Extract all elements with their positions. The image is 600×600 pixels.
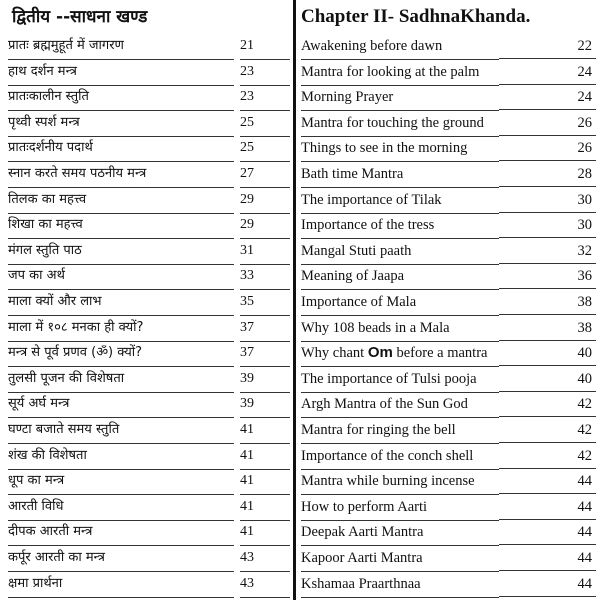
- left-toc-row: [0, 161, 293, 187]
- left-toc-page-number: 37: [240, 340, 290, 367]
- right-toc-row: [297, 59, 600, 85]
- right-toc-page-number: 44: [499, 519, 596, 545]
- toc-title-part: Why chant: [301, 345, 368, 362]
- right-toc-row: [297, 545, 600, 571]
- left-toc-row: [0, 59, 293, 85]
- left-toc-row: [0, 135, 293, 161]
- left-toc-title: दीपक आरती मन्त्र: [8, 519, 234, 546]
- right-toc-page-number: 36: [499, 263, 596, 289]
- right-toc-title: Why 108 beads in a Mala: [301, 315, 499, 342]
- right-toc-title: Things to see in the morning: [301, 135, 499, 162]
- right-toc-title: Awakening before dawn: [301, 33, 499, 60]
- right-toc-title: Mantra while burning incense: [301, 468, 499, 495]
- right-toc-title: Mangal Stuti paath: [301, 238, 499, 265]
- right-toc-title: Meaning of Jaapa: [301, 263, 499, 290]
- left-toc-title: माला क्यों और लाभ: [8, 289, 234, 316]
- left-toc-page-number: 21: [240, 33, 290, 60]
- left-toc-title: आरती विधि: [8, 494, 234, 521]
- left-toc-row: [0, 33, 293, 59]
- left-toc-title: जप का अर्थ: [8, 263, 234, 290]
- left-toc-row: [0, 340, 293, 366]
- right-toc-page-number: 42: [499, 391, 596, 417]
- right-toc-title: Kshamaa Praarthnaa: [301, 571, 499, 598]
- right-toc-page-number: 28: [499, 161, 596, 187]
- right-toc-page-number: 44: [499, 494, 596, 520]
- right-toc-title: Deepak Aarti Mantra: [301, 519, 499, 546]
- right-toc-title: Morning Prayer: [301, 84, 499, 111]
- left-toc-row: [0, 519, 293, 545]
- left-toc-title: तिलक का महत्त्व: [8, 187, 234, 214]
- right-toc-title: [301, 340, 499, 367]
- left-toc-row: [0, 545, 293, 571]
- right-toc-row: [297, 366, 600, 392]
- right-toc-title: Importance of the tress: [301, 212, 499, 239]
- right-toc-page-number: 44: [499, 468, 596, 494]
- left-toc-row: [0, 443, 293, 469]
- left-toc-page-number: 43: [240, 571, 290, 598]
- right-toc-title: Argh Mantra of the Sun God: [301, 391, 499, 418]
- right-toc-row: [297, 161, 600, 187]
- right-toc-page-number: 38: [499, 289, 596, 315]
- toc-title-part: before a mantra: [392, 345, 488, 362]
- right-toc-row: [297, 571, 600, 597]
- right-toc-row: [297, 494, 600, 520]
- left-toc-row: [0, 391, 293, 417]
- right-toc-row: [297, 263, 600, 289]
- left-toc-page-number: 29: [240, 212, 290, 239]
- left-toc-title: पृथ्वी स्पर्श मन्त्र: [8, 110, 234, 137]
- right-toc-page-number: 44: [499, 571, 596, 597]
- om-word: Om: [367, 344, 393, 362]
- right-toc-title: Mantra for looking at the palm: [301, 59, 499, 86]
- left-toc-row: [0, 238, 293, 264]
- left-toc-title: कर्पूर आरती का मन्त्र: [8, 545, 234, 572]
- right-toc-title: How to perform Aarti: [301, 494, 499, 521]
- right-toc-page-number: 24: [499, 59, 596, 85]
- right-toc-page-number: 44: [499, 545, 596, 571]
- left-toc-page-number: 23: [240, 59, 290, 86]
- left-toc-page-number: 25: [240, 135, 290, 162]
- right-toc-page-number: 32: [499, 238, 596, 264]
- left-toc-title: प्रातःदर्शनीय पदार्थ: [8, 135, 234, 162]
- left-toc-title: स्नान करते समय पठनीय मन्त्र: [8, 161, 234, 188]
- hindi-chapter-heading: द्वितीय --साधना खण्ड: [12, 7, 148, 27]
- left-toc-title: शिखा का महत्त्व: [8, 212, 234, 239]
- right-toc-page-number: 40: [499, 366, 596, 392]
- left-toc-page-number: 41: [240, 494, 290, 521]
- right-toc-page-number: 30: [499, 212, 596, 238]
- left-toc-title: मंगल स्तुति पाठ: [8, 238, 234, 265]
- left-toc-page-number: 35: [240, 289, 290, 316]
- left-toc-title: प्रातः ब्रह्ममुहूर्त में जागरण: [8, 33, 234, 60]
- english-contents-column: [297, 0, 600, 600]
- hindi-contents-column: [0, 0, 293, 600]
- left-toc-row: [0, 187, 293, 213]
- right-toc-page-number: 22: [499, 33, 596, 59]
- left-toc-row: [0, 110, 293, 136]
- left-toc-title: तुलसी पूजन की विशेषता: [8, 366, 234, 393]
- left-toc-row: [0, 315, 293, 341]
- left-toc-title: घण्टा बजाते समय स्तुति: [8, 417, 234, 444]
- right-toc-page-number: 42: [499, 443, 596, 469]
- left-toc-page-number: 43: [240, 545, 290, 572]
- left-toc-title: क्षमा प्रार्थना: [8, 571, 234, 598]
- right-toc-title: Importance of the conch shell: [301, 443, 499, 470]
- left-toc-row: [0, 263, 293, 289]
- right-toc-page-number: 42: [499, 417, 596, 443]
- left-toc-title: हाथ दर्शन मन्त्र: [8, 59, 234, 86]
- right-toc-row: [297, 84, 600, 110]
- right-toc-title: Mantra for ringing the bell: [301, 417, 499, 444]
- left-toc-row: [0, 468, 293, 494]
- left-toc-page-number: 29: [240, 187, 290, 214]
- right-toc-row: [297, 417, 600, 443]
- right-toc-row: [297, 33, 600, 59]
- right-toc-page-number: 26: [499, 135, 596, 161]
- right-toc-page-number: 24: [499, 84, 596, 110]
- left-toc-title: शंख की विशेषता: [8, 443, 234, 470]
- left-toc-row: [0, 289, 293, 315]
- english-chapter-heading: Chapter II- SadhnaKhanda.: [301, 6, 531, 27]
- right-toc-row: [297, 187, 600, 213]
- left-toc-page-number: 23: [240, 84, 290, 111]
- left-toc-title: मन्त्र से पूर्व प्रणव (ॐ) क्यों?: [8, 340, 234, 367]
- left-toc-page-number: 41: [240, 443, 290, 470]
- right-toc-title: The importance of Tulsi pooja: [301, 366, 499, 393]
- left-toc-page-number: 39: [240, 391, 290, 418]
- left-toc-row: [0, 366, 293, 392]
- left-toc-page-number: 31: [240, 238, 290, 265]
- left-toc-row: [0, 494, 293, 520]
- right-toc-title: Kapoor Aarti Mantra: [301, 545, 499, 572]
- left-toc-row: [0, 212, 293, 238]
- left-toc-page-number: 41: [240, 417, 290, 444]
- right-toc-row: [297, 238, 600, 264]
- right-toc-row: [297, 212, 600, 238]
- left-toc-row: [0, 84, 293, 110]
- left-toc-row: [0, 417, 293, 443]
- right-toc-title: The importance of Tilak: [301, 187, 499, 214]
- right-toc-row: [297, 391, 600, 417]
- right-toc-page-number: 26: [499, 110, 596, 136]
- right-toc-page-number: 38: [499, 315, 596, 341]
- left-toc-page-number: 27: [240, 161, 290, 188]
- left-toc-page-number: 37: [240, 315, 290, 342]
- right-toc-title: Mantra for touching the ground: [301, 110, 499, 137]
- left-toc-page-number: 25: [240, 110, 290, 137]
- left-toc-page-number: 33: [240, 263, 290, 290]
- right-toc-row: [297, 289, 600, 315]
- right-toc-title: Importance of Mala: [301, 289, 499, 316]
- right-toc-row: [297, 135, 600, 161]
- right-toc-row: [297, 340, 600, 366]
- left-toc-title: माला में १०८ मनका ही क्यों?: [8, 315, 234, 342]
- column-divider: [293, 0, 296, 600]
- right-toc-title: Bath time Mantra: [301, 161, 499, 188]
- right-toc-row: [297, 315, 600, 341]
- left-toc-row: [0, 571, 293, 597]
- left-toc-page-number: 39: [240, 366, 290, 393]
- right-toc-row: [297, 468, 600, 494]
- left-toc-title: सूर्य अर्घ मन्त्र: [8, 391, 234, 418]
- left-toc-title: प्रातःकालीन स्तुति: [8, 84, 234, 111]
- right-toc-row: [297, 110, 600, 136]
- right-toc-row: [297, 443, 600, 469]
- left-toc-title: धूप का मन्त्र: [8, 468, 234, 495]
- left-toc-page-number: 41: [240, 519, 290, 546]
- right-toc-page-number: 40: [499, 340, 596, 366]
- right-toc-row: [297, 519, 600, 545]
- right-toc-page-number: 30: [499, 187, 596, 213]
- left-toc-page-number: 41: [240, 468, 290, 495]
